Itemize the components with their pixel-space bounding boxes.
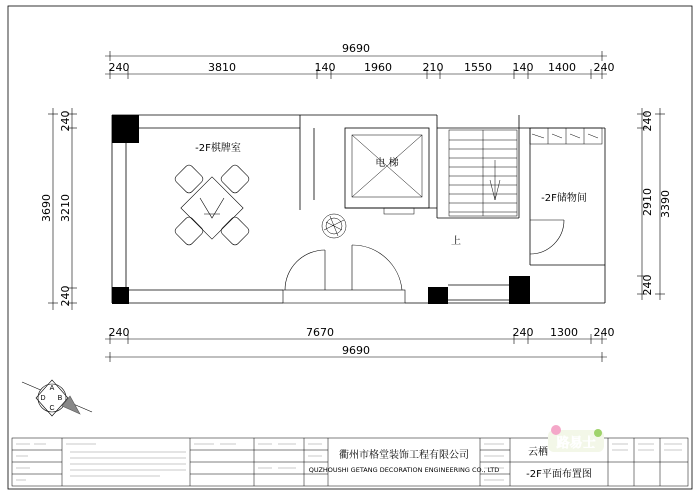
top-dim-1: 240 [108,61,130,74]
storage-cabinet [530,128,602,144]
bottom-total-dimension: 9690 [342,344,370,357]
brand-logo [548,425,604,452]
top-dim-7: 140 [512,61,534,74]
top-dimension-chain [105,42,615,79]
project-name: 云栖 [528,447,548,458]
elevator-shaft [352,135,422,214]
bottom-dim-4: 1300 [550,326,578,339]
company-name-en: QUZHOUSHI GETANG DECORATION ENGINEERING CO., LTD [308,466,500,474]
right-dim-1: 240 [641,110,654,132]
left-total-dimension: 3690 [40,194,53,222]
chess-room-label: -2F棋牌室 [195,143,241,154]
company-name-cn: 衢州市格堂装饰工程有限公司 [339,450,469,461]
legend-letter-a: A [49,385,55,392]
top-dim-8: 1400 [548,61,576,74]
right-dimension-chain [637,108,672,300]
legend-letter-d: D [40,395,46,402]
top-dim-9: 240 [593,61,615,74]
brand-logo-text: 路易士 [556,435,596,450]
bottom-dim-2: 7670 [306,326,334,339]
sheet-border [8,6,692,489]
storage-room-label: -2F储物间 [541,193,587,204]
potted-plant-icon [322,214,346,238]
legend-letter-c: C [49,405,55,412]
drawing-title: -2F平面布置图 [526,469,592,480]
plan-walls [112,115,605,303]
bottom-dimension-chain [105,326,615,362]
view-index-symbol [22,380,92,416]
structural-columns [112,115,530,304]
top-dim-3: 140 [314,61,336,74]
staircase [449,130,517,216]
top-total-dimension: 9690 [342,42,370,55]
chess-table-set [173,163,250,246]
bottom-dim-1: 240 [108,326,130,339]
top-dim-5: 210 [422,61,444,74]
right-dim-2: 2910 [641,188,654,216]
left-dim-2: 3210 [59,194,72,222]
left-dim-3: 240 [59,285,72,307]
right-total-dimension: 3390 [659,190,672,218]
top-dim-4: 1960 [364,61,392,74]
bottom-dim-3: 240 [512,326,534,339]
elevator-label: 电 梯 [375,158,399,169]
bottom-dim-5: 240 [593,326,615,339]
left-dim-1: 240 [59,110,72,132]
legend-letter-b: B [57,395,63,402]
top-dim-6: 1550 [464,61,492,74]
left-dimension-chain [40,108,77,310]
top-dim-2: 3810 [208,61,236,74]
stair-up-label: 上 [451,236,461,247]
right-dim-3: 240 [641,274,654,296]
